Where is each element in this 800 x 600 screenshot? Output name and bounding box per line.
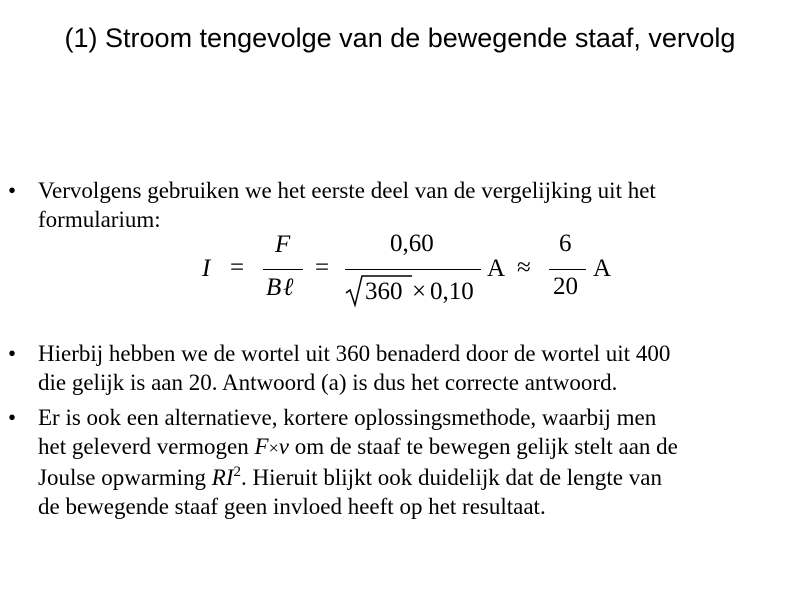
bullet-text-segment: het geleverd vermogen	[38, 434, 249, 459]
math-force: F	[254, 434, 269, 459]
bullet-text-line: formularium:	[38, 207, 161, 232]
math-velocity: v	[278, 434, 289, 459]
formula-current	[6, 230, 796, 329]
formula-numerator-force-value: 0,60	[390, 230, 434, 257]
formula-unit-ampere: A	[593, 255, 612, 282]
bullet-item-alternative-method	[6, 403, 796, 521]
bullet-text-line: Vervolgens gebruiken we het eerste deel van de vergelijking uit het	[38, 178, 656, 203]
bullet-list	[6, 176, 796, 521]
formula-denominator-field: B	[266, 274, 282, 301]
formula-factor: 0,10	[430, 278, 474, 305]
bullet-text-line	[38, 463, 796, 492]
bullet-text-line	[38, 432, 796, 463]
fraction-bar	[345, 269, 481, 270]
bullet-text-line: de bewegende staaf geen invloed heeft op het resultaat.	[38, 494, 546, 519]
formula-denominator: 20	[553, 273, 578, 300]
bullet-marker: •	[8, 341, 17, 366]
bullet-marker: •	[8, 178, 17, 203]
formula-radicand: 360	[365, 278, 403, 305]
slide-title: (1) Stroom tengevolge van de bewegende staaf, vervolg	[64, 23, 736, 53]
bullet-item-approximation	[6, 339, 796, 397]
formula-numerator-force: F	[275, 231, 291, 258]
bullet-text-segment: Joulse opwarming	[38, 465, 207, 490]
bullet-text-line: Er is ook een alternatieve, kortere oplossingsmethode, waarbij men	[38, 405, 657, 430]
formula-equals: =	[230, 254, 245, 281]
math-exponent: 2	[233, 464, 241, 480]
fraction-bar	[263, 269, 303, 270]
formula-approx: ≈	[517, 254, 531, 281]
bullet-text-segment: . Hieruit blijkt ook duidelijk dat de lengte van	[241, 465, 662, 490]
formula-equals: =	[315, 254, 330, 281]
formula-lhs-current: I	[202, 255, 211, 282]
fraction-bar	[549, 269, 586, 270]
bullet-text-line: die gelijk is aan 20. Antwoord (a) is dus het correcte antwoord.	[38, 370, 618, 395]
bullet-marker: •	[8, 405, 17, 430]
formula-denominator-length: ℓ	[283, 274, 294, 301]
math-times: ×	[268, 438, 279, 458]
bullet-text-segment: om de staaf te bewegen gelijk stelt aan de	[294, 434, 678, 459]
formula-numerator: 6	[559, 230, 572, 257]
bullet-text-line: Hierbij hebben we de wortel uit 360 benaderd door de wortel uit 400	[38, 341, 671, 366]
math-resistance: R	[211, 465, 226, 490]
formula-unit-ampere: A	[487, 255, 506, 282]
math-current: I	[225, 465, 234, 490]
formula-times: ×	[412, 278, 427, 305]
bullet-item-formularium	[6, 176, 796, 234]
